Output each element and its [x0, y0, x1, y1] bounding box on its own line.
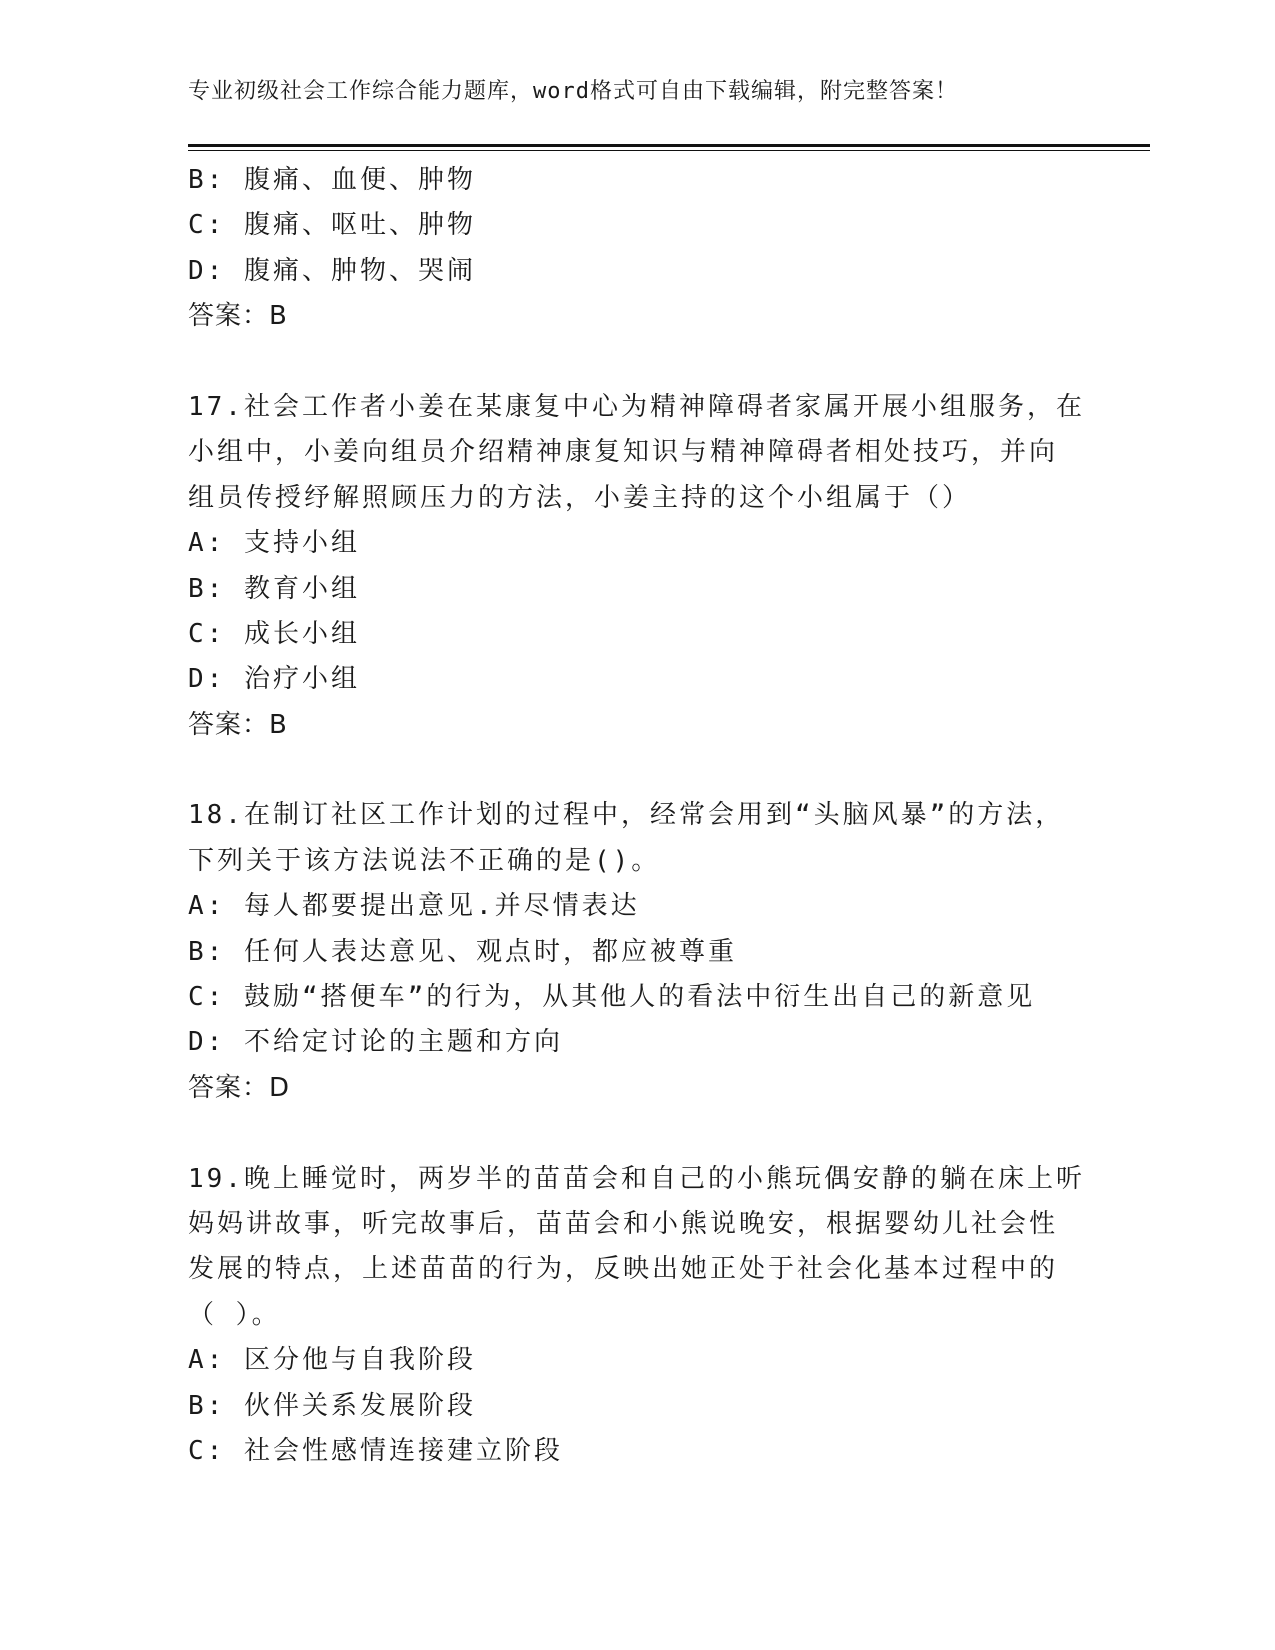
option-d: D: 治疗小组	[188, 664, 360, 695]
spacer	[188, 340, 1088, 385]
answer: 答案：B	[188, 709, 288, 740]
question-stem: 组员传授纾解照顾压力的方法，小姜主持的这个小组属于（）	[188, 482, 972, 513]
option-a: A: 每人都要提出意见.并尽情表达	[188, 891, 640, 922]
question-stem: 18.在制订社区工作计划的过程中，经常会用到“头脑风暴”的方法，	[188, 800, 1065, 831]
question-18	[188, 793, 1088, 1111]
option-c: C: 社会性感情连接建立阶段	[188, 1435, 563, 1466]
answer: 答案：B	[188, 301, 288, 332]
header-rule-thin	[188, 150, 1150, 151]
option-d: D: 不给定讨论的主题和方向	[188, 1027, 563, 1058]
option-b: B: 腹痛、血便、肿物	[188, 165, 476, 195]
question-stem: 妈妈讲故事，听完故事后，苗苗会和小熊说晚安，根据婴幼儿社会性	[188, 1208, 1059, 1239]
option-c: C: 鼓励“搭便车”的行为，从其他人的看法中衍生出自己的新意见	[188, 982, 1036, 1013]
option-a: A: 支持小组	[188, 528, 360, 559]
option-a: A: 区分他与自我阶段	[188, 1345, 476, 1376]
document-body	[188, 158, 1088, 1474]
option-d: D: 腹痛、肿物、哭闹	[188, 255, 476, 286]
option-c: C: 腹痛、呕吐、肿物	[188, 210, 476, 241]
option-c: C: 成长小组	[188, 618, 360, 649]
question-stem: 小组中，小姜向组员介绍精神康复知识与精神障碍者相处技巧，并向	[188, 437, 1059, 468]
answer: 答案：D	[188, 1072, 291, 1103]
question-stem: 发展的特点，上述苗苗的行为，反映出她正处于社会化基本过程中的	[188, 1254, 1059, 1285]
header-rule-thick	[188, 144, 1150, 147]
question-stem: （ ）。	[188, 1299, 281, 1330]
question-19	[188, 1157, 1088, 1475]
question-stem: 19.晚上睡觉时，两岁半的苗苗会和自己的小熊玩偶安静的躺在床上听	[188, 1163, 1085, 1194]
question-stem: 下列关于该方法说法不正确的是()。	[188, 845, 661, 876]
option-b: B: 伙伴关系发展阶段	[188, 1390, 476, 1421]
question-17	[188, 385, 1088, 748]
spacer	[188, 748, 1088, 793]
spacer	[188, 1111, 1088, 1156]
option-b: B: 教育小组	[188, 573, 360, 604]
option-b: B: 任何人表达意见、观点时，都应被尊重	[188, 936, 737, 967]
question-stem: 17.社会工作者小姜在某康复中心为精神障碍者家属开展小组服务，在	[188, 391, 1085, 422]
question-16-tail	[188, 158, 1088, 340]
page-header: 专业初级社会工作综合能力题库，word格式可自由下载编辑，附完整答案！	[188, 79, 958, 104]
